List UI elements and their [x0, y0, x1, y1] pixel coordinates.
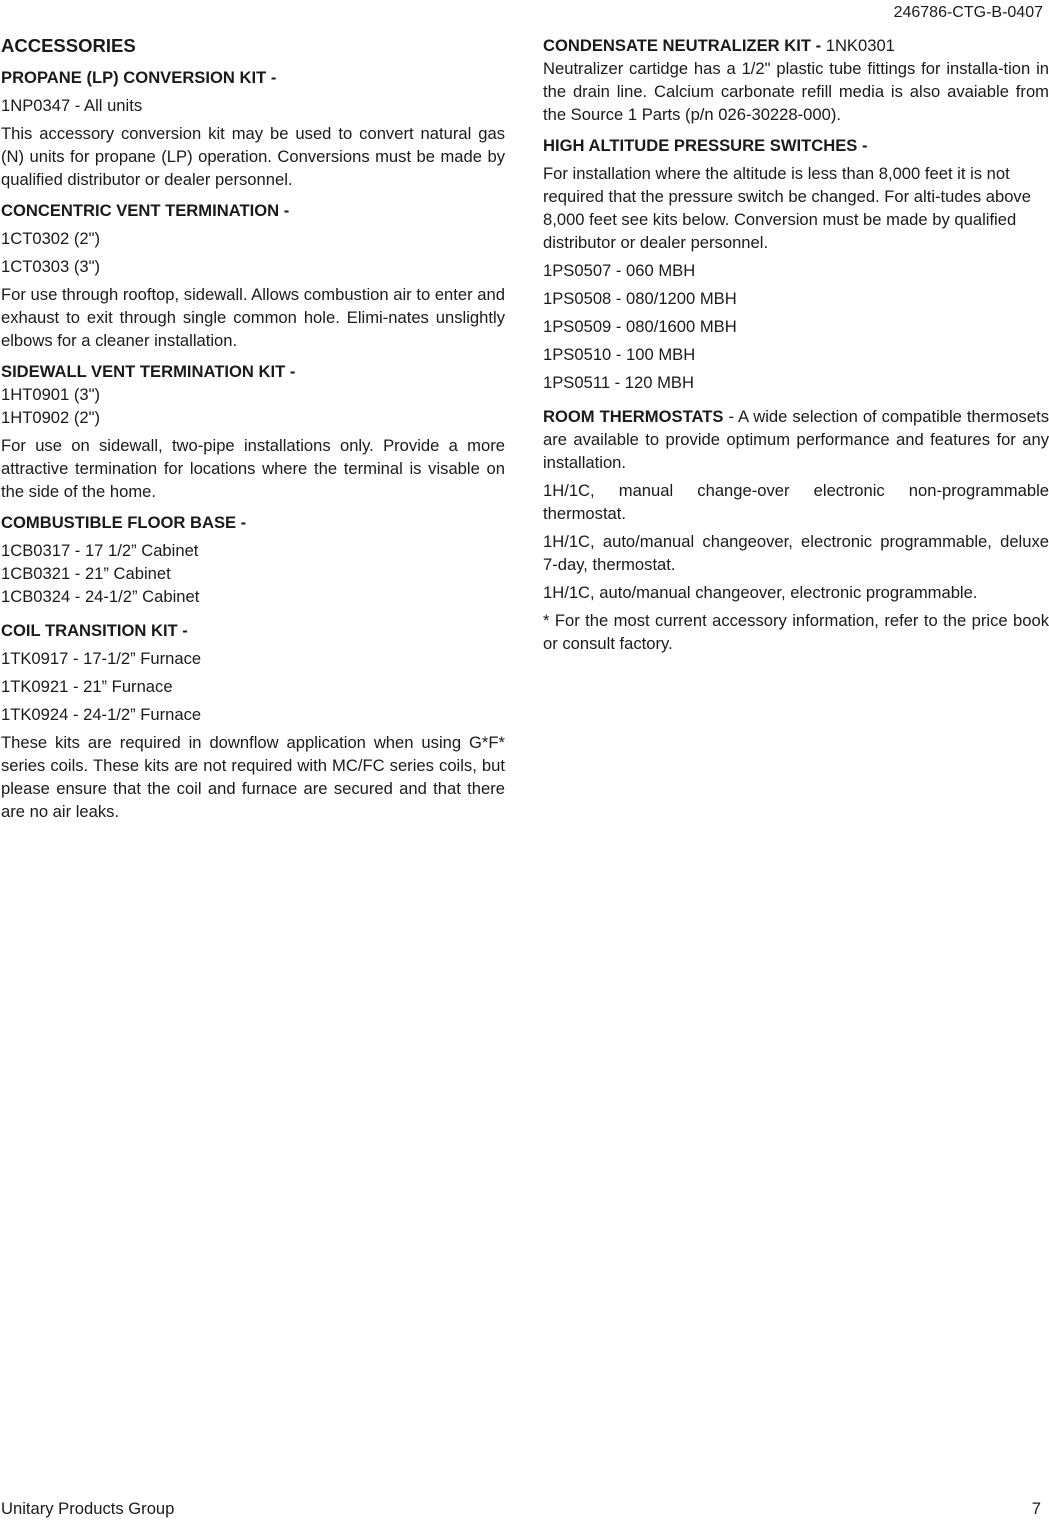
thermostat-item: 1H/1C, manual change-over electronic non-programmable thermostat. — [543, 481, 1049, 523]
thermostats-section — [543, 405, 1049, 655]
sidewall-section — [1, 360, 505, 503]
floorbase-parts — [1, 539, 505, 608]
altitude-description: For installation where the altitude is less than 8,000 feet it is not required that the pressure switch be changed. For alti-tudes above 8,000 feet see kits below. Conversion must be made by qualified distributor or dealer personnel. — [543, 164, 1031, 252]
altitude-heading: HIGH ALTITUDE PRESSURE SWITCHES - — [543, 136, 868, 155]
floorbase-section — [1, 511, 505, 608]
coil-section — [1, 619, 505, 823]
neutralizer-description: Neutralizer cartidge has a 1/2" plastic tube fittings for installa-tion in the drain line. Calcium carbonate refill media is also avaiable from the Source 1 Parts (p/n 026-30228-000). — [543, 59, 1049, 124]
document-number: 246786-CTG-B-0407 — [893, 4, 1043, 21]
footer-page-number: 7 — [1031, 1499, 1041, 1518]
left-column — [1, 34, 505, 831]
concentric-part: 1CT0302 (2") — [1, 229, 101, 248]
page-title: ACCESSORIES — [1, 35, 136, 56]
altitude-part: 1PS0509 - 080/1600 MBH — [543, 317, 737, 336]
thermostats-intro — [543, 405, 1049, 474]
altitude-part: 1PS0510 - 100 MBH — [543, 345, 696, 364]
altitude-part: 1PS0508 - 080/1200 MBH — [543, 289, 737, 308]
altitude-part: 1PS0511 - 120 MBH — [543, 373, 694, 392]
coil-description: These kits are required in downflow application when using G*F* series coils. These kits are not required with MC/FC series coils, but please ensure that the coil and furnace are secured and that there are no air leaks. — [1, 733, 505, 821]
thermostat-item: 1H/1C, auto/manual changeover, electronic programmable. — [543, 583, 978, 602]
thermostat-note: * For the most current accessory information, refer to the price book or consult factory. — [543, 611, 1049, 653]
sidewall-heading: SIDEWALL VENT TERMINATION KIT - — [1, 362, 296, 381]
right-column — [543, 34, 1049, 663]
propane-heading: PROPANE (LP) CONVERSION KIT - — [1, 68, 277, 87]
neutralizer-heading-text: CONDENSATE NEUTRALIZER KIT - — [543, 36, 822, 55]
sidewall-parts — [1, 383, 505, 429]
thermostats-intro-text: - A wide selection of compatible thermosets are available to provide optimum performance and features for any installation. — [543, 407, 1049, 472]
coil-part: 1TK0924 - 24-1/2” Furnace — [1, 705, 202, 724]
concentric-description: For use through rooftop, sidewall. Allows combustion air to enter and exhaust to exit through single common hole. Elimi-nates unslightly elbows for a cleaner installation. — [1, 285, 505, 350]
propane-section — [1, 66, 505, 191]
floorbase-part: 1CB0317 - 17 1/2” Cabinet — [1, 541, 199, 560]
footer-company: Unitary Products Group — [1, 1499, 175, 1518]
sidewall-part: 1HT0901 (3") — [1, 385, 101, 404]
coil-heading: COIL TRANSITION KIT - — [1, 621, 188, 640]
propane-part: 1NP0347 - All units — [1, 96, 143, 115]
neutralizer-heading — [543, 34, 1049, 57]
concentric-section — [1, 199, 505, 352]
coil-part: 1TK0917 - 17-1/2” Furnace — [1, 649, 202, 668]
concentric-heading: CONCENTRIC VENT TERMINATION - — [1, 201, 290, 220]
floorbase-part: 1CB0324 - 24-1/2” Cabinet — [1, 587, 200, 606]
sidewall-part: 1HT0902 (2") — [1, 408, 101, 427]
neutralizer-part: 1NK0301 — [825, 36, 895, 55]
floorbase-part: 1CB0321 - 21” Cabinet — [1, 564, 171, 583]
propane-description: This accessory conversion kit may be used to convert natural gas (N) units for propane (LP) operation. Conversions must be made by qualified distributor or dealer personnel. — [1, 124, 505, 189]
neutralizer-section — [543, 34, 1049, 126]
thermostat-item: 1H/1C, auto/manual changeover, electronic programmable, deluxe 7-day, thermostat. — [543, 532, 1049, 574]
coil-part: 1TK0921 - 21” Furnace — [1, 677, 173, 696]
thermostats-heading: ROOM THERMOSTATS — [543, 407, 724, 426]
altitude-part: 1PS0507 - 060 MBH — [543, 261, 696, 280]
floorbase-heading: COMBUSTIBLE FLOOR BASE - — [1, 513, 247, 532]
sidewall-description: For use on sidewall, two-pipe installations only. Provide a more attractive termination for locations where the terminal is visable on the side of the home. — [1, 436, 505, 501]
concentric-part: 1CT0303 (3") — [1, 257, 101, 276]
altitude-section — [543, 134, 1049, 394]
